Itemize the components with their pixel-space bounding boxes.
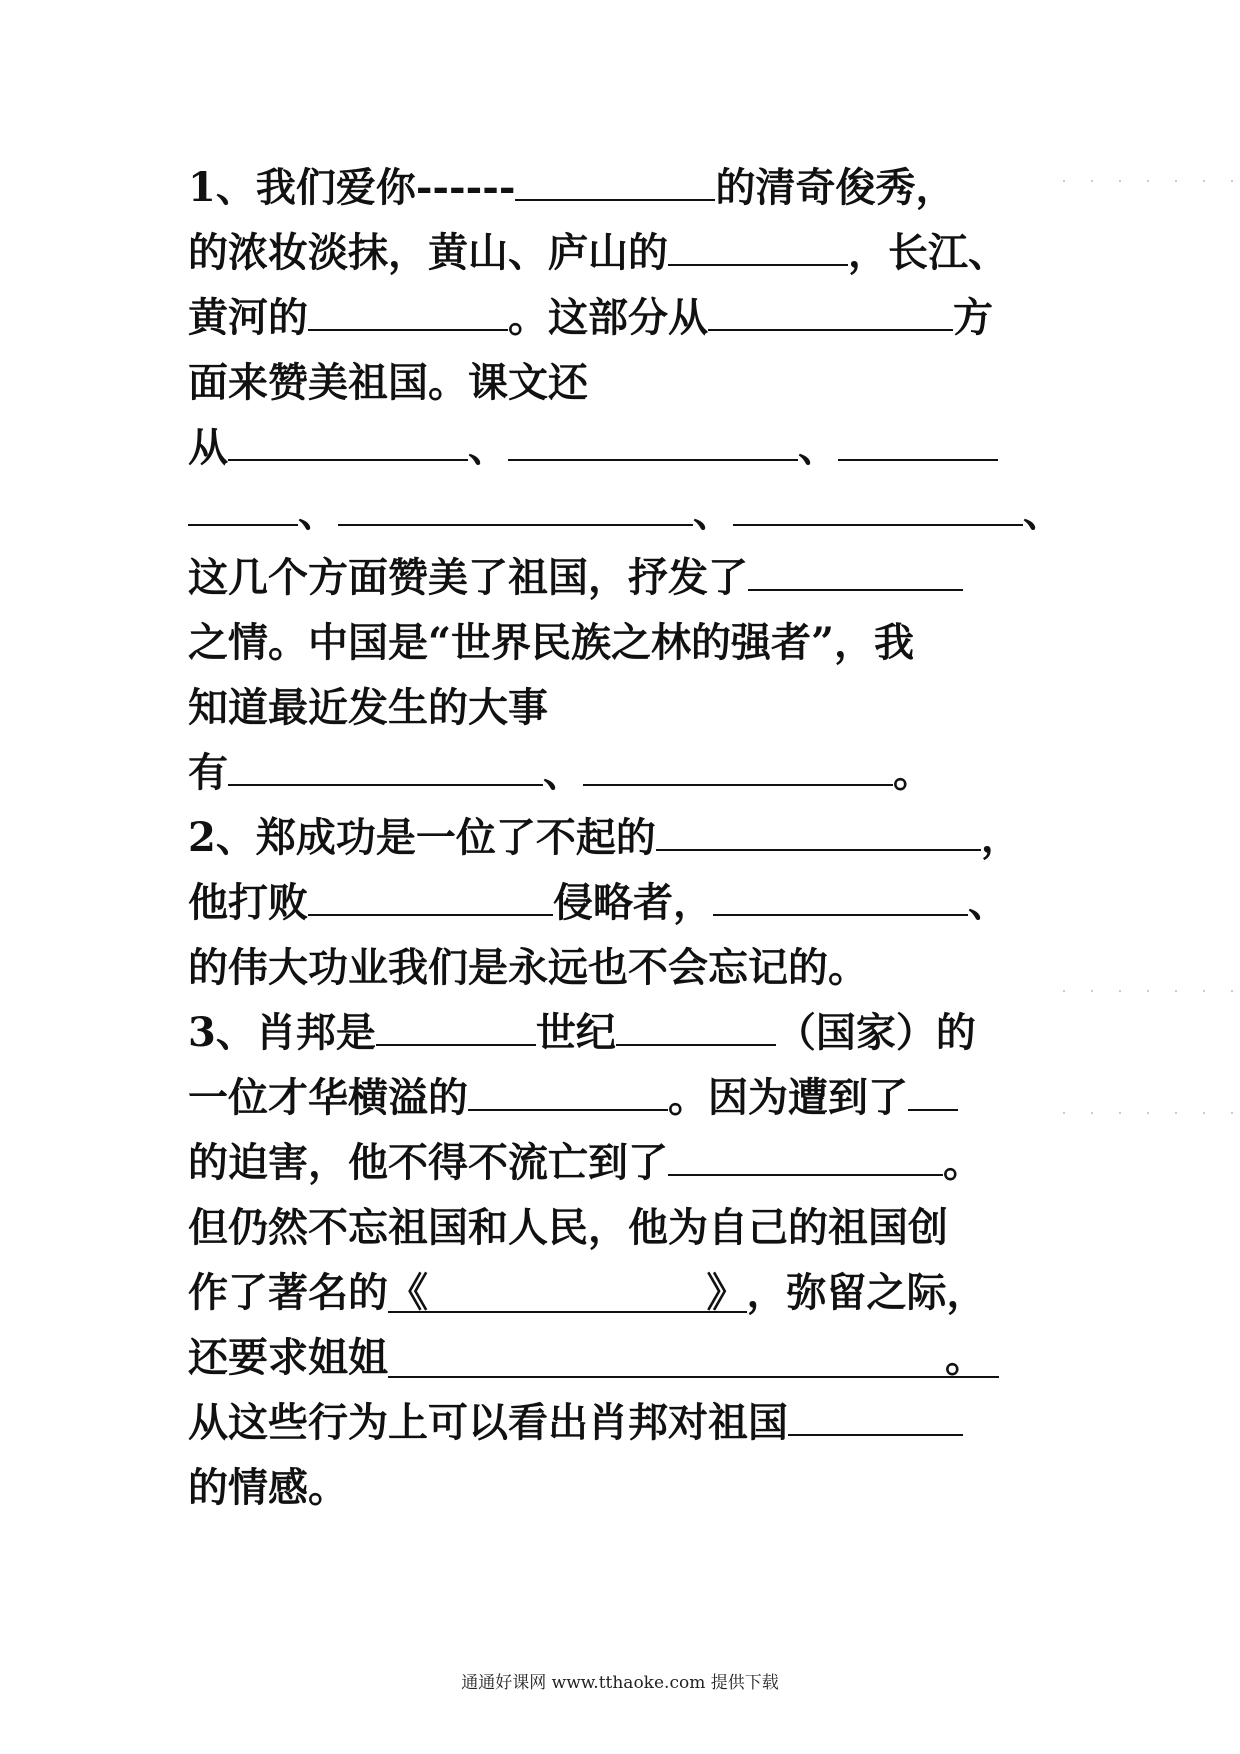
text-line-q1-l6 [188,480,1088,545]
text-segment: 从 [188,424,228,471]
text-segment: 、 [468,424,508,471]
text-line-q1-l9 [188,675,1088,740]
text-segment: 但仍然不忘祖国和人民，他为自己的祖国创 [188,1204,948,1251]
text-line-q1-l7 [188,545,1088,610]
text-line-q3-l2 [188,1065,1088,1130]
text-segment: 的迫害，他不得不流亡到了 [188,1139,668,1186]
text-segment: 3、肖邦是 [188,1009,376,1056]
text-segment: 面来赞美祖国。课文还 [188,359,588,406]
text-segment: 。 [943,1139,983,1186]
text-line-q2-l2 [188,870,1088,935]
text-segment: 从这些行为上可以看出肖邦对祖国 [188,1399,788,1446]
answer-blank [308,291,508,331]
text-line-q3-l3 [188,1130,1088,1195]
answer-blank [228,746,543,786]
answer-blank [188,486,298,526]
text-segment: 的清奇俊秀， [715,164,956,211]
text-segment: 侵略者， [553,879,713,926]
answer-blank [748,551,963,591]
answer-blank [838,421,998,461]
answer-blank [713,876,968,916]
worksheet-text [188,155,1088,1520]
answer-blank [668,226,848,266]
answer-blank [788,1396,963,1436]
text-segment: ，长江、 [848,229,1008,276]
text-segment: 的浓妆淡抹，黄山、庐山的 [188,229,668,276]
text-segment: 。因为遭到了 [668,1074,908,1121]
text-segment: 、 [968,879,1008,926]
underlined-blank: 。 [388,1334,999,1381]
text-line-q3-l1 [188,1000,1088,1065]
text-segment: ，弥留之际， [746,1269,987,1316]
text-segment: 2、郑成功是一位了不起的 [188,814,656,861]
text-segment: 还要求姐姐 [188,1334,388,1381]
text-line-q1-l4 [188,350,1088,415]
text-segment: 的情感。 [188,1464,348,1511]
text-line-q1-l8 [188,610,1088,675]
footer-credit: 通通好课网 www.tthaoke.com 提供下载 [461,1673,779,1693]
text-segment: 、 [798,424,838,471]
answer-blank [228,421,468,461]
text-line-q2-l3 [188,935,1088,1000]
answer-blank [515,161,715,201]
underlined-blank: 《 》 [388,1269,747,1316]
text-segment: 黄河的 [188,294,308,341]
text-line-q1-l5 [188,415,1088,480]
text-segment: 一位才华横溢的 [188,1074,468,1121]
text-segment: 、 [693,489,733,536]
answer-blank [308,876,553,916]
text-line-q3-l7 [188,1390,1088,1455]
margin-dots [1050,180,1240,182]
text-segment: 。这部分从 [508,294,708,341]
answer-blank [908,1071,958,1111]
text-segment: 之情。中国是“世界民族之林的强者”，我 [188,619,915,666]
answer-blank [376,1006,536,1046]
text-line-q3-l8 [188,1455,1088,1520]
text-line-q3-l6 [188,1325,1088,1390]
answer-blank [338,486,693,526]
text-line-q3-l4 [188,1195,1088,1260]
text-segment: 、 [298,489,338,536]
text-segment: 这几个方面赞美了祖国，抒发了 [188,554,748,601]
text-line-q1-l10 [188,740,1088,805]
text-segment: 。 [893,749,933,796]
text-line-q3-l5 [188,1260,1088,1325]
answer-blank [708,291,953,331]
text-segment: 作了著名的 [188,1269,388,1316]
margin-dots [1050,1112,1240,1114]
text-segment: 他打败 [188,879,308,926]
text-line-q1-l2 [188,220,1088,285]
text-segment: 、 [1023,489,1063,536]
text-segment: 、 [543,749,583,796]
text-segment: 有 [188,749,228,796]
text-segment: 知道最近发生的大事 [188,684,548,731]
margin-dots [1050,990,1240,992]
answer-blank [668,1136,943,1176]
answer-blank [616,1006,776,1046]
text-segment: 的伟大功业我们是永远也不会忘记的。 [188,944,868,991]
answer-blank [733,486,1023,526]
text-segment: ， [980,814,1021,861]
answer-blank [583,746,893,786]
text-segment: 世纪 [535,1009,616,1056]
text-segment: （国家）的 [775,1009,976,1056]
text-line-q1-l3 [188,285,1088,350]
answer-blank [468,1071,668,1111]
text-line-q1-l1 [188,155,1088,220]
text-line-q2-l1 [188,805,1088,870]
answer-blank [656,811,981,851]
text-segment: 1、我们爱你------ [188,164,516,211]
text-segment: 方 [953,294,993,341]
answer-blank [508,421,798,461]
